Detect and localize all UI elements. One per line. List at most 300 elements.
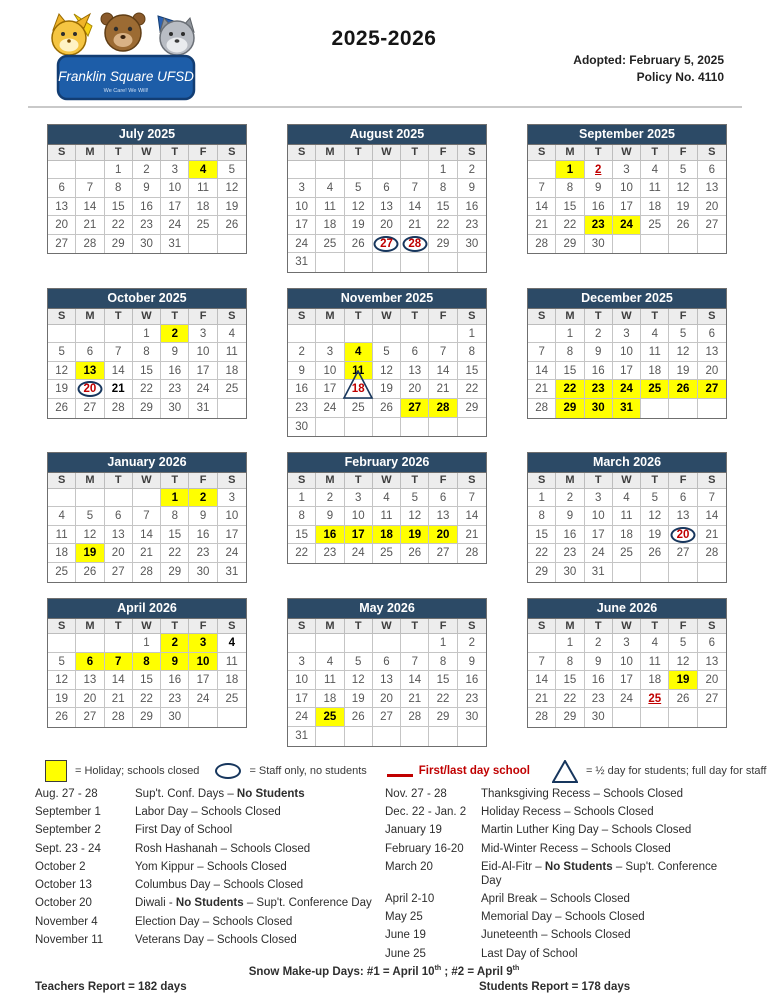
weekday-header: M: [556, 309, 584, 325]
day-number: 9: [171, 655, 178, 668]
day-number: 18: [351, 383, 365, 396]
day-number: 13: [436, 510, 450, 523]
day-cell: [345, 343, 373, 362]
day-cell: [458, 653, 486, 672]
event-date: Dec. 22 - Jan. 2: [385, 805, 467, 818]
day-cell: [698, 544, 726, 563]
event-description: [135, 934, 385, 948]
day-number: 17: [295, 692, 309, 705]
day-cell: [429, 399, 457, 418]
day-cell: [161, 634, 189, 653]
weekday-header: S: [458, 145, 486, 161]
day-number: 8: [538, 510, 545, 523]
day-number: 24: [168, 219, 182, 232]
weekday-header: W: [613, 473, 641, 489]
month-title: November 2025: [288, 289, 486, 309]
day-number: 7: [538, 655, 545, 668]
day-number: 14: [465, 510, 479, 523]
day-number: 21: [83, 219, 97, 232]
day-cell: [76, 399, 104, 418]
day-cell: [189, 362, 217, 381]
day-number: 9: [143, 182, 150, 195]
day-cell: [316, 526, 344, 545]
empty-cell: [288, 325, 316, 344]
day-cell: [458, 325, 486, 344]
months-grid: [47, 124, 727, 747]
event-text: Rosh Hashanah – Schools Closed: [135, 842, 311, 855]
day-number: 30: [168, 711, 182, 724]
month-april-2026: [47, 598, 247, 728]
day-cell: [401, 544, 429, 563]
day-cell: [133, 179, 161, 198]
day-number: 3: [326, 346, 334, 359]
day-cell: [429, 708, 457, 727]
day-number: 27: [408, 401, 422, 414]
day-number: 27: [436, 547, 450, 560]
day-cell: [288, 343, 316, 362]
day-number: 1: [298, 491, 305, 504]
day-number: 1: [538, 491, 545, 504]
day-cell: [316, 362, 344, 381]
weekday-header: T: [105, 145, 133, 161]
day-number: 15: [436, 200, 450, 213]
weekday-header: F: [189, 145, 217, 161]
staff-only-oval-icon: [215, 763, 241, 779]
empty-cell: [345, 161, 373, 180]
month-title: August 2025: [288, 125, 486, 145]
weekday-header: M: [76, 145, 104, 161]
day-cell: [133, 671, 161, 690]
day-number: 7: [115, 346, 122, 359]
event-text: Labor Day – Schools Closed: [135, 805, 281, 818]
day-number: 31: [620, 401, 633, 414]
day-number: 13: [705, 655, 719, 668]
day-number: 18: [648, 364, 662, 377]
day-number: 2: [326, 491, 334, 504]
day-number: 4: [326, 655, 334, 668]
day-cell: [373, 235, 401, 254]
day-cell: [585, 634, 613, 653]
day-cell: [641, 507, 669, 526]
school-name: Franklin Square UFSD: [58, 69, 194, 84]
month-title: May 2026: [288, 599, 486, 619]
event-description: [135, 843, 385, 857]
day-number: 8: [115, 182, 122, 195]
weekday-header: S: [218, 309, 246, 325]
day-number: 18: [55, 547, 69, 560]
day-number: 24: [351, 547, 365, 560]
day-number: 6: [708, 163, 716, 176]
day-number: 21: [535, 692, 549, 705]
day-number: 9: [595, 655, 602, 668]
day-number: 8: [171, 510, 178, 523]
policy-number: Policy No. 4110: [636, 69, 724, 84]
day-number: 31: [196, 401, 210, 414]
day-cell: [161, 325, 189, 344]
day-cell: [458, 216, 486, 235]
month-title: March 2026: [528, 453, 726, 473]
empty-cell: [48, 489, 76, 508]
day-cell: [133, 325, 161, 344]
month-day-grid: [528, 309, 726, 417]
day-number: 14: [111, 364, 125, 377]
day-cell: [698, 343, 726, 362]
day-number: 6: [439, 491, 447, 504]
month-title: February 2026: [288, 453, 486, 473]
weekday-header: F: [429, 473, 457, 489]
day-cell: [556, 216, 584, 235]
day-number: 27: [111, 566, 125, 578]
day-cell: [316, 343, 344, 362]
day-number: 24: [620, 383, 633, 396]
month-day-grid: [288, 473, 486, 563]
day-cell: [585, 179, 613, 198]
day-number: 11: [380, 510, 393, 523]
day-number: 26: [225, 219, 239, 232]
day-cell: [133, 653, 161, 672]
day-number: 23: [168, 692, 182, 705]
day-cell: [401, 179, 429, 198]
day-number: 22: [535, 547, 549, 560]
day-number: 14: [535, 364, 549, 377]
day-cell: [316, 399, 344, 418]
event-date: October 2: [35, 860, 86, 873]
day-cell: [76, 343, 104, 362]
day-number: 2: [595, 637, 602, 650]
day-number: 6: [708, 327, 716, 340]
weekday-header: T: [161, 309, 189, 325]
day-cell: [458, 179, 486, 198]
day-number: 13: [55, 200, 69, 213]
event-date: June 25: [385, 947, 426, 960]
day-cell: [133, 362, 161, 381]
day-cell: [585, 343, 613, 362]
day-number: 18: [620, 528, 633, 541]
day-number: 4: [355, 346, 362, 359]
event-text: Holiday Recess – Schools Closed: [481, 805, 654, 818]
day-number: 22: [295, 547, 309, 560]
day-cell: [48, 198, 76, 217]
day-number: 20: [705, 364, 719, 377]
day-number: 5: [651, 491, 658, 504]
weekday-header: F: [669, 619, 697, 635]
empty-cell: [669, 399, 697, 418]
day-cell: [641, 161, 669, 180]
event-text: Last Day of School: [481, 947, 578, 960]
day-cell: [76, 362, 104, 381]
day-number: 21: [408, 219, 422, 232]
day-cell: [401, 653, 429, 672]
empty-cell: [429, 727, 457, 746]
day-number: 24: [196, 383, 210, 396]
day-number: 15: [295, 528, 309, 541]
day-cell: [429, 235, 457, 254]
weekday-header: S: [218, 619, 246, 635]
day-cell: [458, 362, 486, 381]
day-number: 16: [168, 674, 182, 687]
day-number: 7: [143, 510, 150, 523]
day-number: 26: [676, 692, 690, 705]
day-cell: [458, 634, 486, 653]
empty-cell: [401, 253, 429, 272]
day-cell: [556, 179, 584, 198]
day-number: 21: [535, 219, 549, 232]
weekday-header: M: [556, 145, 584, 161]
day-cell: [218, 507, 246, 526]
day-cell: [528, 216, 556, 235]
day-cell: [345, 526, 373, 545]
day-number: 9: [171, 346, 178, 359]
day-cell: [76, 708, 104, 727]
day-cell: [288, 690, 316, 709]
weekday-header: M: [316, 473, 344, 489]
day-cell: [76, 690, 104, 709]
day-number: 19: [676, 674, 690, 687]
day-cell: [105, 235, 133, 254]
day-cell: [218, 563, 246, 582]
day-number: 2: [171, 327, 178, 340]
event-text: April Break – Schools Closed: [481, 892, 630, 905]
day-cell: [133, 634, 161, 653]
weekday-header: T: [345, 619, 373, 635]
empty-cell: [429, 325, 457, 344]
day-number: 2: [468, 637, 476, 650]
day-cell: [48, 690, 76, 709]
day-number: 16: [563, 528, 577, 541]
empty-cell: [401, 161, 429, 180]
empty-cell: [218, 235, 246, 254]
day-number: 22: [436, 692, 450, 705]
day-cell: [585, 671, 613, 690]
day-cell: [585, 399, 613, 418]
day-number: 5: [86, 510, 94, 523]
day-cell: [641, 489, 669, 508]
day-cell: [288, 653, 316, 672]
day-number: 12: [351, 674, 365, 687]
legend: [45, 760, 768, 783]
empty-cell: [401, 634, 429, 653]
day-number: 8: [143, 346, 150, 359]
event-text: Sup't. Conf. Days –: [135, 787, 237, 800]
day-number: 16: [295, 383, 309, 396]
event-description: [135, 806, 385, 820]
day-cell: [458, 235, 486, 254]
day-cell: [161, 690, 189, 709]
weekday-header: F: [189, 309, 217, 325]
day-number: 31: [168, 237, 182, 250]
weekday-header: F: [669, 473, 697, 489]
day-cell: [189, 343, 217, 362]
day-cell: [401, 526, 429, 545]
day-cell: [48, 544, 76, 563]
legend-firstlast-label: First/last day school: [418, 765, 530, 778]
day-number: 12: [351, 200, 365, 213]
day-number: 11: [648, 182, 661, 195]
day-cell: [288, 489, 316, 508]
day-cell: [345, 690, 373, 709]
event-description: [481, 893, 735, 907]
day-cell: [698, 161, 726, 180]
day-cell: [161, 563, 189, 582]
day-number: 10: [168, 182, 182, 195]
day-number: 22: [140, 692, 153, 705]
weekday-header: M: [316, 145, 344, 161]
day-number: 5: [228, 163, 236, 176]
event-text: Election Day – Schools Closed: [135, 915, 293, 928]
day-cell: [48, 362, 76, 381]
day-cell: [189, 563, 217, 582]
day-cell: [161, 399, 189, 418]
day-number: 21: [111, 692, 125, 705]
day-cell: [698, 634, 726, 653]
day-cell: [161, 198, 189, 217]
day-number: 7: [538, 182, 545, 195]
empty-cell: [288, 161, 316, 180]
day-number: 21: [408, 692, 422, 705]
month-day-grid: [528, 619, 726, 727]
empty-cell: [105, 634, 133, 653]
day-cell: [189, 216, 217, 235]
day-cell: [528, 399, 556, 418]
day-cell: [556, 489, 584, 508]
day-cell: [133, 235, 161, 254]
day-number: 26: [351, 711, 365, 724]
day-cell: [585, 507, 613, 526]
empty-cell: [316, 253, 344, 272]
day-cell: [373, 507, 401, 526]
day-number: 29: [111, 237, 125, 250]
weekday-header: S: [698, 309, 726, 325]
day-cell: [585, 198, 613, 217]
day-cell: [613, 343, 641, 362]
month-title: December 2025: [528, 289, 726, 309]
weekday-header: T: [105, 309, 133, 325]
day-number: 14: [408, 200, 422, 213]
school-name-banner: [58, 56, 194, 99]
day-cell: [288, 179, 316, 198]
empty-cell: [345, 418, 373, 437]
day-number: 3: [171, 163, 178, 176]
empty-cell: [345, 634, 373, 653]
empty-cell: [76, 325, 104, 344]
month-january-2026: [47, 452, 247, 582]
day-number: 20: [83, 383, 97, 396]
day-number: 19: [408, 528, 422, 541]
day-cell: [528, 690, 556, 709]
day-number: 11: [323, 200, 336, 213]
day-number: 9: [595, 346, 602, 359]
day-number: 20: [111, 547, 125, 560]
month-day-grid: [48, 309, 246, 417]
day-cell: [585, 690, 613, 709]
day-number: 6: [115, 510, 122, 523]
weekday-header: F: [429, 619, 457, 635]
day-number: 24: [295, 237, 309, 250]
day-number: 28: [140, 566, 153, 578]
day-cell: [189, 653, 217, 672]
day-number: 15: [563, 674, 577, 687]
day-cell: [105, 216, 133, 235]
day-cell: [189, 489, 217, 508]
day-number: 30: [591, 237, 605, 250]
day-cell: [288, 671, 316, 690]
day-number: 19: [55, 692, 69, 705]
day-number: 5: [383, 346, 390, 359]
day-cell: [345, 671, 373, 690]
day-cell: [161, 179, 189, 198]
day-cell: [105, 399, 133, 418]
day-cell: [528, 362, 556, 381]
day-cell: [556, 708, 584, 727]
day-number: 7: [411, 182, 418, 195]
event-text: – Sup't. Conference Day: [243, 897, 372, 910]
day-number: 25: [196, 219, 210, 232]
day-cell: [345, 708, 373, 727]
day-cell: [189, 526, 217, 545]
day-cell: [373, 708, 401, 727]
day-cell: [133, 544, 161, 563]
day-number: 3: [298, 182, 305, 195]
day-cell: [458, 544, 486, 563]
day-cell: [48, 216, 76, 235]
day-cell: [373, 198, 401, 217]
day-number: 13: [705, 182, 719, 195]
day-cell: [429, 380, 457, 399]
day-number: 25: [648, 219, 662, 232]
month-day-grid: [288, 145, 486, 272]
day-number: 25: [225, 692, 239, 705]
day-cell: [373, 343, 401, 362]
event-date: January 19: [385, 824, 442, 837]
day-cell: [698, 526, 726, 545]
day-cell: [429, 544, 457, 563]
day-cell: [556, 544, 584, 563]
month-day-grid: [48, 145, 246, 253]
events-column-left: [35, 788, 385, 962]
day-cell: [76, 198, 104, 217]
day-cell: [76, 235, 104, 254]
day-cell: [613, 325, 641, 344]
day-cell: [528, 489, 556, 508]
day-number: 27: [83, 401, 97, 414]
day-number: 20: [55, 219, 69, 232]
day-number: 19: [225, 200, 239, 213]
day-number: 29: [465, 401, 479, 414]
day-cell: [458, 526, 486, 545]
weekday-header: S: [698, 619, 726, 635]
weekday-header: W: [133, 619, 161, 635]
day-cell: [161, 526, 189, 545]
day-number: 20: [705, 674, 719, 687]
day-cell: [585, 526, 613, 545]
day-cell: [133, 399, 161, 418]
day-cell: [189, 671, 217, 690]
day-number: 18: [225, 674, 239, 687]
day-cell: [373, 653, 401, 672]
weekday-header: S: [528, 145, 556, 161]
day-cell: [669, 161, 697, 180]
empty-cell: [429, 253, 457, 272]
day-number: 12: [676, 182, 690, 195]
day-number: 5: [58, 655, 65, 668]
day-number: 5: [679, 637, 687, 650]
day-number: 26: [55, 401, 69, 414]
day-cell: [458, 198, 486, 217]
day-number: 13: [111, 528, 125, 541]
empty-cell: [401, 727, 429, 746]
month-july-2025: [47, 124, 247, 254]
day-cell: [669, 544, 697, 563]
